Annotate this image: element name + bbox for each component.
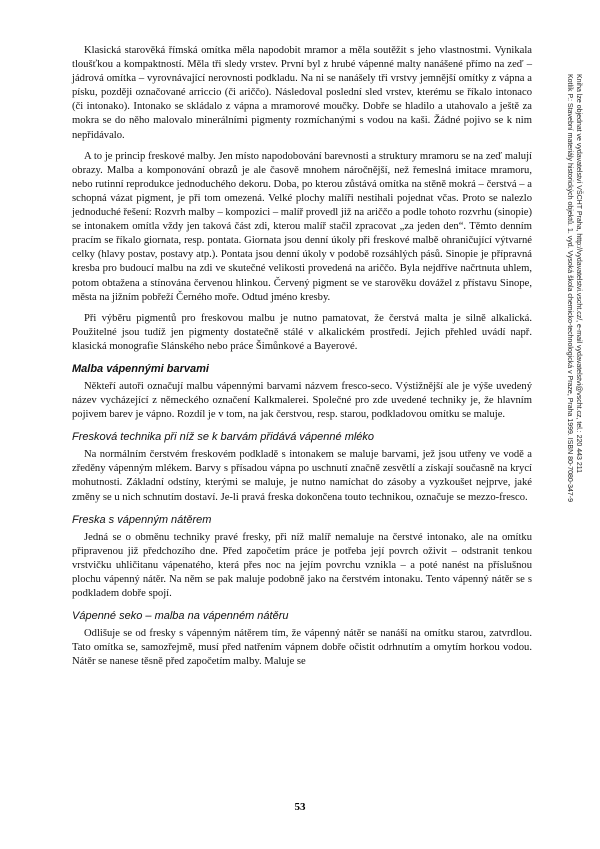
body-text: [72, 44, 532, 669]
paragraph-vapenne-barvy: Někteří autoři označují malbu vápennými barvami názvem fresco-seco. Výstižnější ale je výše uvedený název vycházející z německého označení Kalkmalerei. Společné pro zde uvedené techniky je, že hlavním pojivem barev je vápno. Rozdíl je v tom, na jak čerstvou, resp. starou, podkladovou omítku se maluje.: [72, 380, 532, 421]
section-heading-vapenne-barvy: Malba vápennými barvami: [72, 362, 209, 375]
section-heading-vapenne-seko: Vápenné seko – malba na vápenném nátěru: [72, 610, 289, 623]
paragraph-vapenne-mleko: Na normálním čerstvém freskovém podkladě s intonakem se maluje barvami, jež jsou utřeny ve vodě a zředěny vápenným mlékem. Barvy s přísadou vápna po uschnutí značně zesvětlí a získají současně na krycí mohutnosti. Základní odstíny, kterými se maluje, je nutno namíchat do zásoby a vyzkoušet nejprve, jaké změny se u nich schnutím dostaví. Je-li pravá freska dokončena touto technikou, označuje se mezzo-fresco.: [72, 449, 532, 503]
paragraph-omitka: Klasická starověká římská omítka měla napodobit mramor a měla soutěžit s jeho vlastnostmi. Vynikala tloušťkou a kompaktností. Měla tři sledy vrstev. První byl z hrubé vápenné malty nanášené přímo na zeď – jádrová omítka – vyrovnávající nerovnosti podkladu. Na ni se nanášely tři vrstvy jemnější omítky z vápna a písku, později označované arriccio (či ariččo). Následoval poslední sled vrstev, kterému se říkalo intonaco (či intonako). Intonako se skládalo z vápna a mramorové moučky. Dobře se hladilo a utahovalo a ještě za mokra se do něho malovalo minerálními pigmenty rozmíchanými s vodou na kaši. Žádné pojivo se k nim nepřidávalo.: [72, 45, 532, 141]
citation-line-1: Kotlík P.: Stavební materiály historických objektů. 1. vyd. Vysoká škola chemicko-technologická v Praze, Praha 1999. ISBN 80-7080-347-9: [566, 74, 573, 502]
section-heading-vapenne-mleko: Fresková technika při níž se k barvám přidává vápenné mléko: [72, 431, 375, 444]
side-citation: [560, 74, 590, 574]
paragraph-freska-princip: A to je princip freskové malby. Jen místo napodobování barevnosti a struktury mramoru se na zeď malují obrazy. Malba a komponování obrazů je ale časově mnohem náročnější, než řemeslná imitace mramoru, nebo rutinní reprodukce jednoduchého dekoru. Doba, po kterou zůstává omítka na stěně mokrá – čerstvá – a schopná vázat pigment, je při tom omezená. Velké plochy malíři nestihali pojednat včas. Proto se nalezlo jednoduché řešení: Rozvrh malby – kompozici – malíř provedl již na ariččo a podle tohoto rozvrhu (sinopie) se intonakem omítla vždy jen taková část zdi, kterou malíř stačil zpracovat „za jeden den“. Těmto denním pracím se říkalo giornata, resp. pontata. Giornata jsou denní úkoly při freskové malbě ohraničující výtvarné celky (hlavy postav, postavy atp.). Pontata jsou denní úkoly v podobě rozsáhlých pásů. Sinopie je přípravná kresba pro budoucí malbu na zdi ve skutečné velikosti provedená na ariččo. Byla nejdříve načrtnuta uhlem, potom obtažena a stínována červenou hlinkou. Červený pigment se ve starověku dovážel z přístavu Sinope, města na jižním pobřeží Černého moře. Odtud jméno kresby.: [72, 150, 532, 303]
section-heading-vapenny-nater: Freska s vápenným nátěrem: [72, 513, 212, 526]
paragraph-vapenne-seko: Odlišuje se od fresky s vápenným nátěrem tím, že vápenný nátěr se nanáší na omítku starou, zatvrdlou. Tato omítka se, samozřejmě, musí před natřením vápnem dobře očistit odrhnutím a omytím horkou vodou. Nátěr se nanese těsně před započetím malby. Maluje se: [72, 628, 532, 668]
citation-line-2: Kniha lze objednat ve vydavatelství VŠCHT Praha, http://vydavatelstvi.vscht.cz/, e-mail vydavatelstvi@vscht.cz, tel.: 220 443 211: [575, 74, 582, 474]
paragraph-vapenny-nater: Jedná se o obměnu techniky pravé fresky, při níž malíř nemaluje na čerstvé intonako, ale na omítku připravenou již předchozího dne. Před započetím práce je potřeba její povrch oživit – odstranit tenkou vrstvičku uhličitanu vápenatého, která přes noc na jejím povrchu vznikla – a poté nanést na příslušnou plochu vápenný nátěr. Na něm se pak maluje podobně jako na čerstvém intonaku. Tento vápenný nátěr se s podkladem dobře spojí.: [72, 531, 532, 599]
paragraph-pigmenty: Při výběru pigmentů pro freskovou malbu je nutno pamatovat, že čerstvá malta je silně alkalická. Použitelné jsou tudíž jen pigmenty dostatečně stálé v alkalickém prostředí. Jejich přehled uvádí např. klasická monografie Slánského nebo práce Šimůnkové a Bayerové.: [72, 312, 532, 352]
page-number: 53: [294, 801, 306, 813]
